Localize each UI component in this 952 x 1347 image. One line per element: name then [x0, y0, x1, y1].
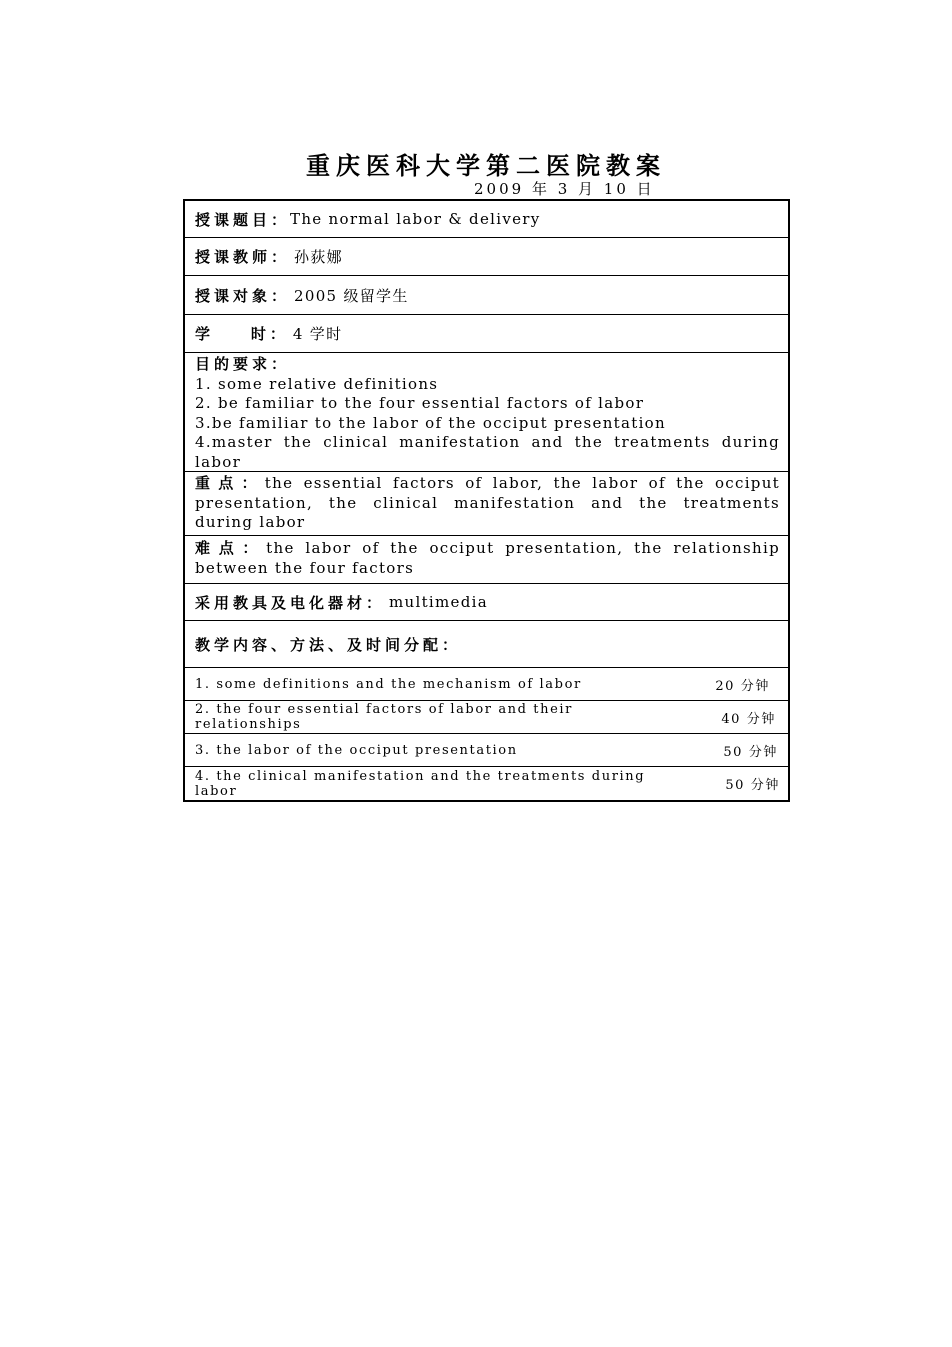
key-points-row [185, 472, 788, 536]
objective-item: 4.master the clinical manifestation and the treatments during labor [195, 433, 780, 471]
difficulties-row [185, 536, 788, 584]
difficulties-label: 难点： [195, 539, 267, 557]
content-item-row [185, 767, 788, 800]
topic-row [185, 201, 788, 238]
content-item-text: 3. the labor of the occiput presentation [195, 742, 518, 758]
objectives-row [185, 353, 788, 472]
content-item-row [185, 668, 788, 701]
key-points-label: 重点： [195, 474, 265, 492]
content-header-row [185, 621, 788, 668]
content-item-time: 50 分钟 [725, 778, 780, 793]
objectives-label: 目的要求： [195, 355, 291, 373]
topic-value: The normal labor & delivery [290, 210, 541, 228]
content-item-text: 1. some definitions and the mechanism of labor [195, 676, 582, 692]
audience-value: 2005 级留学生 [294, 286, 409, 305]
key-points-text: the essential factors of labor, the labor of the occiput presentation, the clinical manifestation and the treatments during labor [195, 474, 780, 531]
document-title: 重庆医科大学第二医院教案 [306, 151, 666, 180]
content-item-row [185, 701, 788, 734]
content-item-time: 40 分钟 [721, 711, 776, 727]
teacher-value: 孙荻娜 [294, 248, 343, 266]
hours-label: 学 时： [195, 325, 289, 343]
objective-item: 3.be familiar to the labor of the occiput presentation [195, 413, 666, 432]
content-item-time: 50 分钟 [723, 744, 778, 760]
document-date: 2009 年 3 月 10 日 [474, 180, 655, 198]
equipment-label: 采用教具及电化器材： [195, 593, 386, 612]
teacher-row [185, 238, 788, 276]
objective-item: 1. some relative definitions [195, 374, 439, 393]
difficulties-text: the labor of the occiput presentation, the relationship between the four factors [195, 539, 780, 577]
content-item-text: 4. the clinical manifestation and the treatments during labor [195, 768, 646, 799]
equipment-row [185, 584, 788, 621]
content-item-time: 20 分钟 [715, 678, 770, 694]
lesson-plan-table [183, 199, 790, 802]
objective-item: 2. be familiar to the four essential factors of labor [195, 394, 645, 412]
audience-label: 授课对象： [195, 286, 291, 305]
audience-row [185, 276, 788, 315]
equipment-value: multimedia [389, 593, 488, 611]
teacher-label: 授课教师： [195, 248, 291, 266]
content-item-row [185, 734, 788, 767]
hours-row [185, 315, 788, 353]
topic-label: 授课题目： [195, 210, 291, 229]
content-label: 教学内容、方法、及时间分配： [195, 635, 462, 654]
hours-value: 4 学时 [292, 325, 343, 343]
content-item-text: 2. the four essential factors of labor and their relationships [195, 702, 573, 732]
